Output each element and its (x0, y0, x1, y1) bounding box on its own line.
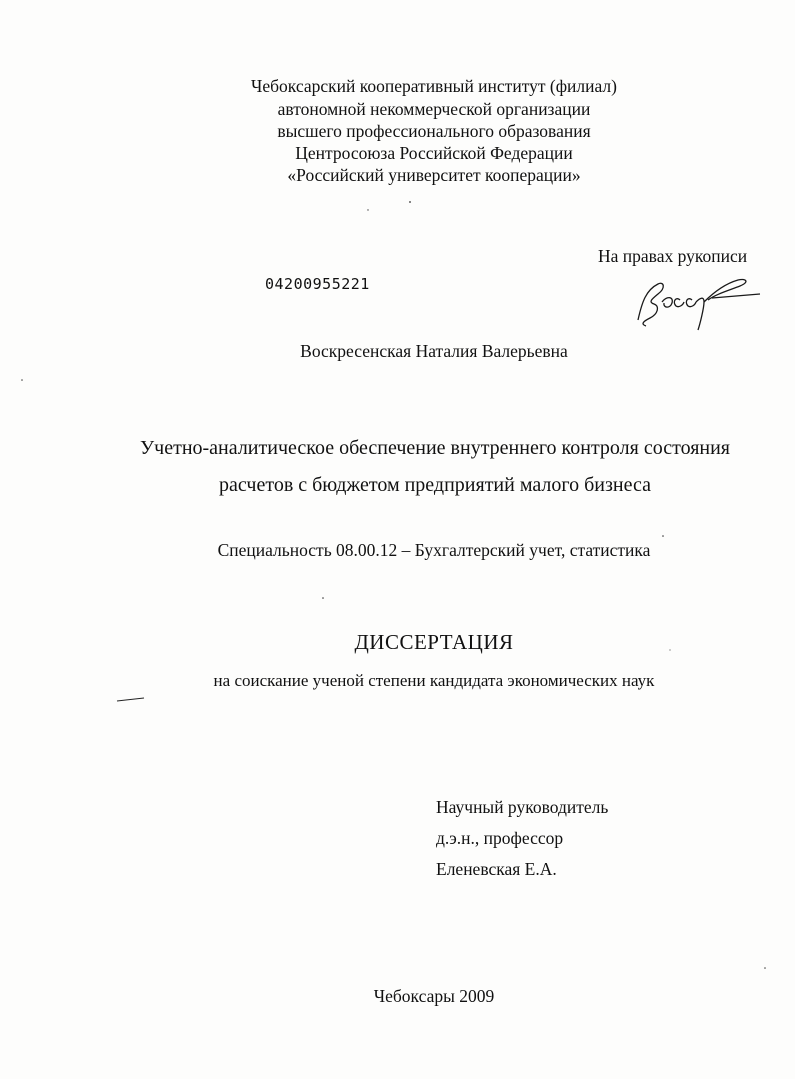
city-year: Чебоксары 2009 (373, 986, 495, 1006)
supervisor-credentials: д.э.н., профессор (436, 828, 564, 848)
institution-line-4: Центросоюза Российской Федерации (295, 143, 573, 163)
dissertation-title-line-2: расчетов с бюджетом предприятий малого бизнеса (219, 474, 651, 496)
institution-line-2: автономной некоммерческой организации (277, 99, 591, 119)
supervisor-name: Еленевская Е.А. (436, 859, 557, 879)
document-code: 04200955221 (265, 275, 370, 293)
institution-line-5: «Российский университет кооперации» (287, 165, 581, 185)
degree-sought: на соискание ученой степени кандидата экономических наук (213, 671, 655, 690)
institution-line-1: Чебоксарский кооперативный институт (филиал) (251, 76, 617, 96)
author-name: Воскресенская Наталия Валерьевна (300, 341, 568, 361)
institution-line-3: высшего профессионального образования (277, 121, 591, 141)
document-type: ДИССЕРТАЦИЯ (354, 630, 514, 654)
specialty: Специальность 08.00.12 – Бухгалтерский учет, статистика (217, 540, 651, 560)
rights-note: На правах рукописи (598, 246, 748, 266)
dissertation-title-line-1: Учетно-аналитическое обеспечение внутреннего контроля состояния (139, 437, 730, 459)
supervisor-role: Научный руководитель (436, 797, 609, 817)
